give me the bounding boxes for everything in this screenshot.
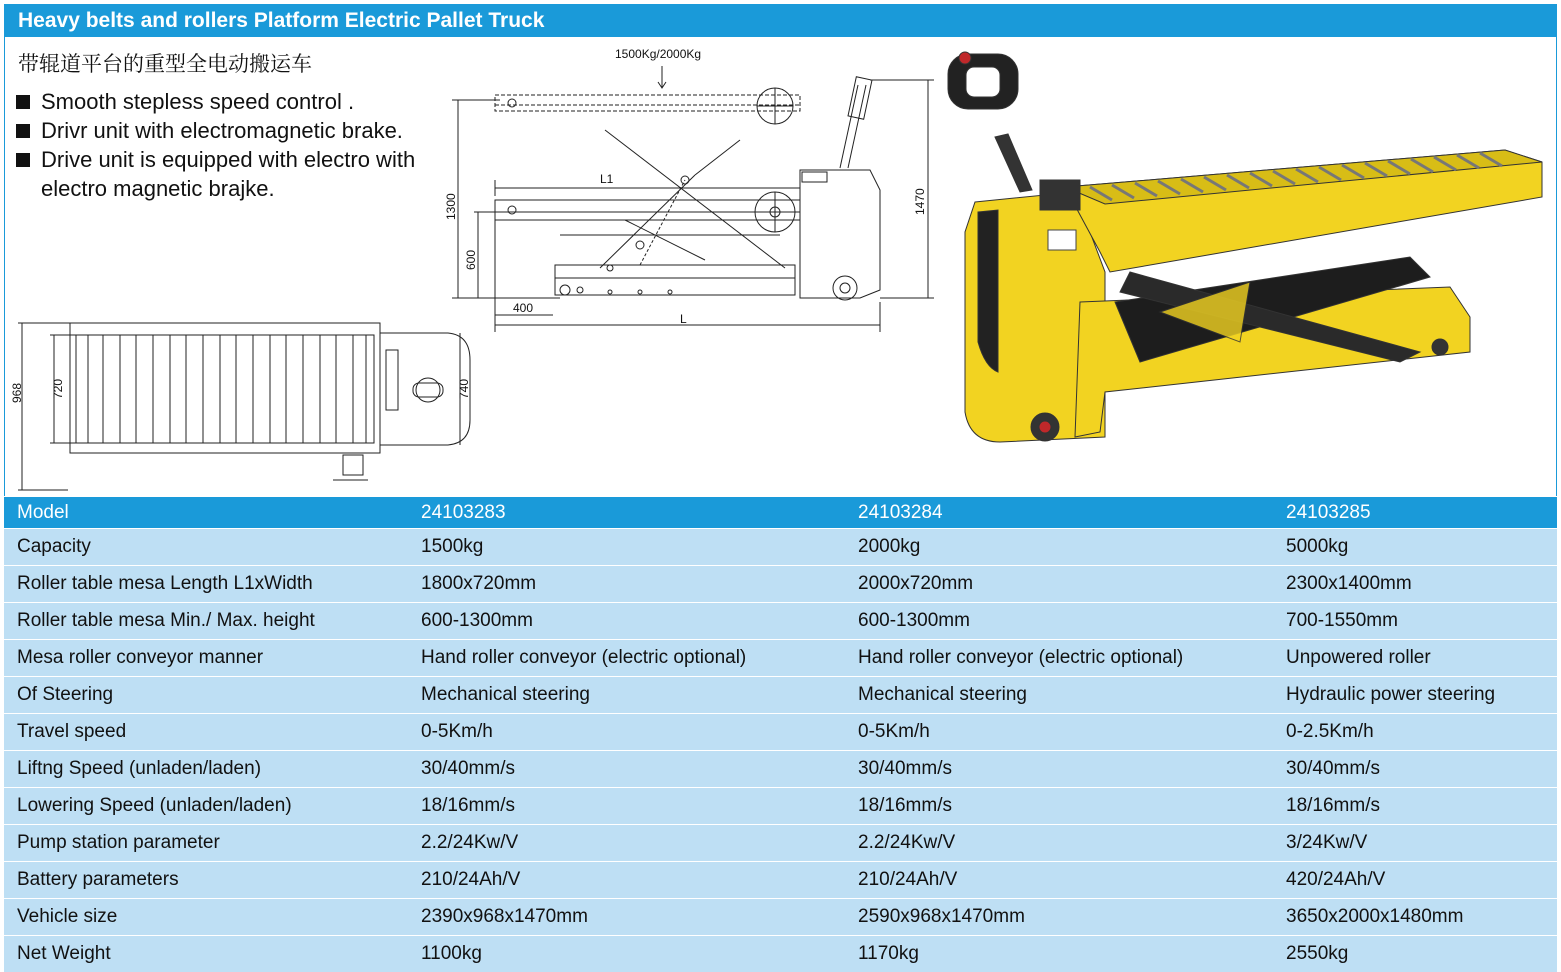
header-cell: 24103283	[408, 497, 845, 529]
header-cell: Model	[4, 497, 408, 529]
table-cell: 600-1300mm	[845, 603, 1273, 640]
dim-400: 400	[513, 301, 533, 315]
dim-968: 968	[10, 383, 24, 403]
feature-item	[16, 87, 471, 116]
table-row	[4, 566, 1557, 603]
table-row	[4, 603, 1557, 640]
table-row	[4, 825, 1557, 862]
table-header-row	[4, 497, 1557, 529]
header-cell: 24103284	[845, 497, 1273, 529]
table-cell: Net Weight	[4, 936, 408, 972]
bullet-square-icon	[16, 124, 30, 138]
table-row	[4, 788, 1557, 825]
table-cell: Roller table mesa Length L1xWidth	[4, 566, 408, 603]
table-cell: 2000kg	[845, 529, 1273, 566]
feature-text: Drivr unit with electromagnetic brake.	[41, 118, 403, 143]
table-cell: 210/24Ah/V	[845, 862, 1273, 899]
bullet-square-icon	[16, 153, 30, 167]
table-cell: 30/40mm/s	[408, 751, 845, 788]
table-cell: 700-1550mm	[1273, 603, 1557, 640]
feature-item	[16, 145, 431, 203]
table-cell: Pump station parameter	[4, 825, 408, 862]
dim-l: L	[680, 312, 687, 326]
side-view-drawing	[440, 40, 950, 340]
dim-1300: 1300	[444, 193, 458, 220]
table-row	[4, 677, 1557, 714]
feature-text: Drive unit is equipped with electro with electro magnetic brajke.	[41, 147, 415, 201]
chinese-subtitle: 带辊道平台的重型全电动搬运车	[18, 48, 312, 78]
table-cell: 600-1300mm	[408, 603, 845, 640]
feature-item	[16, 116, 471, 145]
table-cell: Hand roller conveyor (electric optional)	[845, 640, 1273, 677]
top-view-drawing	[8, 315, 478, 495]
table-cell: Travel speed	[4, 714, 408, 751]
table-cell: 3/24Kw/V	[1273, 825, 1557, 862]
table-cell: 1170kg	[845, 936, 1273, 972]
dim-740: 740	[457, 379, 471, 399]
feature-list	[16, 87, 471, 203]
dim-600: 600	[464, 250, 478, 270]
table-cell: Liftng Speed (unladen/laden)	[4, 751, 408, 788]
dim-1470: 1470	[913, 188, 927, 215]
feature-text: Smooth stepless speed control .	[41, 89, 354, 114]
table-cell: Of Steering	[4, 677, 408, 714]
table-cell: Lowering Speed (unladen/laden)	[4, 788, 408, 825]
table-cell: 2550kg	[1273, 936, 1557, 972]
table-row	[4, 862, 1557, 899]
table-row	[4, 640, 1557, 677]
bullet-square-icon	[16, 95, 30, 109]
table-row	[4, 751, 1557, 788]
table-cell: Hydraulic power steering	[1273, 677, 1557, 714]
table-cell: 2.2/24Kw/V	[845, 825, 1273, 862]
table-cell: 2390x968x1470mm	[408, 899, 845, 936]
table-cell: 1100kg	[408, 936, 845, 972]
pallet-truck-photo	[940, 42, 1550, 452]
table-cell: Roller table mesa Min./ Max. height	[4, 603, 408, 640]
table-cell: 2.2/24Kw/V	[408, 825, 845, 862]
header-cell: 24103285	[1273, 497, 1557, 529]
table-cell: Hand roller conveyor (electric optional)	[408, 640, 845, 677]
table-cell: Unpowered roller	[1273, 640, 1557, 677]
table-cell: Mechanical steering	[408, 677, 845, 714]
table-cell: Mesa roller conveyor manner	[4, 640, 408, 677]
table-cell: 30/40mm/s	[845, 751, 1273, 788]
dim-720: 720	[51, 379, 65, 399]
table-cell: 18/16mm/s	[845, 788, 1273, 825]
table-row	[4, 899, 1557, 936]
table-cell: 2000x720mm	[845, 566, 1273, 603]
table-cell: 0-5Km/h	[845, 714, 1273, 751]
table-cell: 5000kg	[1273, 529, 1557, 566]
table-cell: 2300x1400mm	[1273, 566, 1557, 603]
table-cell: 3650x2000x1480mm	[1273, 899, 1557, 936]
table-cell: 0-2.5Km/h	[1273, 714, 1557, 751]
table-cell: 30/40mm/s	[1273, 751, 1557, 788]
table-row	[4, 714, 1557, 751]
dim-l1: L1	[600, 172, 614, 186]
table-cell: 1500kg	[408, 529, 845, 566]
table-cell: 18/16mm/s	[408, 788, 845, 825]
table-cell: Mechanical steering	[845, 677, 1273, 714]
table-row	[4, 936, 1557, 972]
table-cell: Battery parameters	[4, 862, 408, 899]
table-cell: 18/16mm/s	[1273, 788, 1557, 825]
table-row	[4, 529, 1557, 566]
table-cell: Capacity	[4, 529, 408, 566]
table-cell: 1800x720mm	[408, 566, 845, 603]
table-cell: 0-5Km/h	[408, 714, 845, 751]
load-label: 1500Kg/2000Kg	[615, 47, 701, 61]
specification-table	[4, 496, 1557, 972]
table-cell: 210/24Ah/V	[408, 862, 845, 899]
table-cell: Vehicle size	[4, 899, 408, 936]
table-cell: 420/24Ah/V	[1273, 862, 1557, 899]
table-cell: 2590x968x1470mm	[845, 899, 1273, 936]
page-title: Heavy belts and rollers Platform Electric Pallet Truck	[4, 4, 1557, 37]
